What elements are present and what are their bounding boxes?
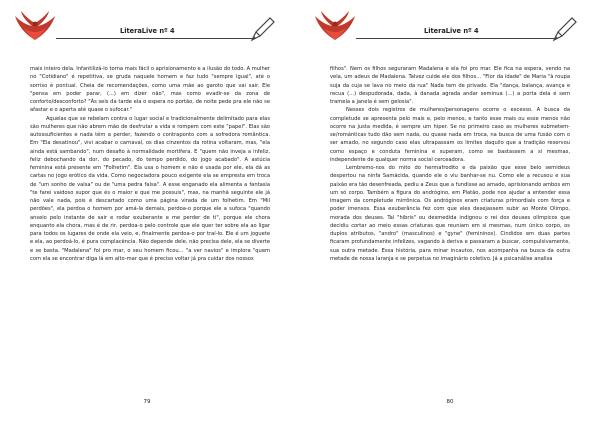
paragraph: Nesses dois registros de mulheres/personagens ocorre o excesso. A busca da completude se apresenta pelo mais e, pelo menos, e tanto esse mais ou esse menos não ocorre na justa medida, é sempre um hiper. Se no primeiro caso as mulheres submetem-se/románticas tudo dão sem nada, ou quase nada em troca, na busca de uma fusão com o ser amado, no segundo caso elas ultrapassam os limites daquilo que a tradição reservou como espaço e conduta feminina e superam, como se bastassem a si mesmas, independente de qualquer norma social cerceadora. [330, 107, 570, 163]
paragraph: Aquelas que se rebelam contra o lugar social e tradicionalmente delimitado para elas são mulheres que não abrem mão de desfrutar a vida e rompem com este "papel". Elas são autossuficientes e nada têm a perder, fazendo o contraponto com a sofredora romântica. Em "Ela desatinou", vivi acabar o carnaval, os dias cinzentos da rotina voltaram, mas, "ela ainda está sambando", num desafio à normalidade mortífera. E "quem não inveja a infeliz, feliz debochando da dor, do pecado, do tempo perdido, do jogo acabado". A astúcia feminina está presente em "Folhetim". Ela usa o homem e não é usada por ele, ela dá as cartas no jogo erótico da vida. Como negociadora pouco exigente ela se empresta em troca de "um sonho de valsa" ou de "uma pedra falsa". A esse enganado ela alimenta a fantasia "te farei vaidoso supor que és o maior e que me possuis", mas, na manhã seguinte ele já não vale nada, pois é descartado como uma página virada de um folhetim. Em "Mil perdões", ela perdoa o homem por amá-la demais, perdoa-o porque ele a sufoca "quando anseio pelo instante de sair e rodar exuberante e me perder de ti", porque ele chora enquanto ela chora, mas é de rir, perdoa-o pelo controle que ele quer ter sobre ela ao ligar para todos os lugares de onde ela veio, e, finalmente perdoa-o por traí-lo. Ele é um joguete e ela, ao perdoá-lo, é pura complacência. Não depende dele, não precisa dele, ela se diverte e se basta. "Madalena" foi pro mar, o seu homem ficou... "a ver navios" e implora "quem com ela se encontrar diga lá em alto-mar que é preciso voltar já pra cuidar dos nossos [30, 115, 270, 262]
header-title: LiteraLive nº 4 [424, 27, 479, 35]
paragraph: Lembremo-nos do mito do hermafrodito e da paixão que esse belo semideus despertou na ninfa Samácida, quando ele o viu banhar-se nu. Como ele a recusou e sua paixão era tão desenfreada, pediu a Zeus que a fundisse ao amado, aprisionando ambos em um só corpo. Também a figura do andrógino, em Platão, pode nos ajudar a entender essa imagem da completude mirrônica. Os andróginos eram criaturas primordiais com força e poder imensos. Essa exuberância fez com que eles desejassem subir ao Monte Olimpo, morada dos deuses. Tal "hibris" ou desmedida indignou o rei dos deuses olímpicos que decidiu cortar ao meio essas criaturas que reuniam em si mesmas, num único corpo, os duplos atributos, "andro" (masculinos) e "gyne" (femininos). Cindidos em duas partes ficaram profundamente infelizes, vagando à deriva e passaram a buscar, compulsivamente, sua outra metade. Essa história, para minar incautos, nos acompanha na busca da outra metade de nossa laranja e se perpetua no imaginário coletivo. Já a psicanálise analisa [330, 165, 570, 262]
quill-pen-icon [250, 16, 276, 42]
page-number: 80 [446, 399, 454, 405]
right-page [300, 0, 600, 424]
header-rule [356, 38, 556, 39]
bird-logo-icon [12, 10, 58, 44]
header-rule [56, 38, 256, 39]
header-title: LiteraLive nº 4 [120, 27, 175, 35]
quill-pen-icon [552, 16, 578, 42]
paragraph: mais inteiro dela. Infantilizá-lo torna mais fácil o aprisionamento e a ilusão do todo. A mulher no "Cotidiano" é repetitiva, se gruda naquele homem e faz tudo "sempre igual", até o sorriso é pontual. Cheia de recomendações, como uma mãe ao garoto que vai sair. Ele "pensa em poder parar, (...) em dizer não", mas como evadir-se da zona de conforto/desconforto? "Às seis da tarde ela o espera no portão, de noite pede pra ele não se afastar e o aperta até quase o sufocar." [30, 66, 270, 114]
right-page-body [330, 65, 570, 263]
left-page-body [30, 65, 270, 263]
page-number: 79 [143, 399, 151, 405]
bird-logo-icon [312, 10, 358, 44]
paragraph: filhos". Nem os filhos seguraram Madalena e ela foi pro mar. Ele fica na espera, vendo na vela, um adeus de Madalena. Talvez cuide ele dos filhos... "Flor da idade" de Maria "à roupa suja da cuja se lava no meio da rua" Nada tem de privado. Ela "dança, balança, avança e recua (...) despudorada, dada, à danada agrada andar seminua (...) a porta dela é sem tramela a janela é sem gelosia". [330, 66, 570, 105]
